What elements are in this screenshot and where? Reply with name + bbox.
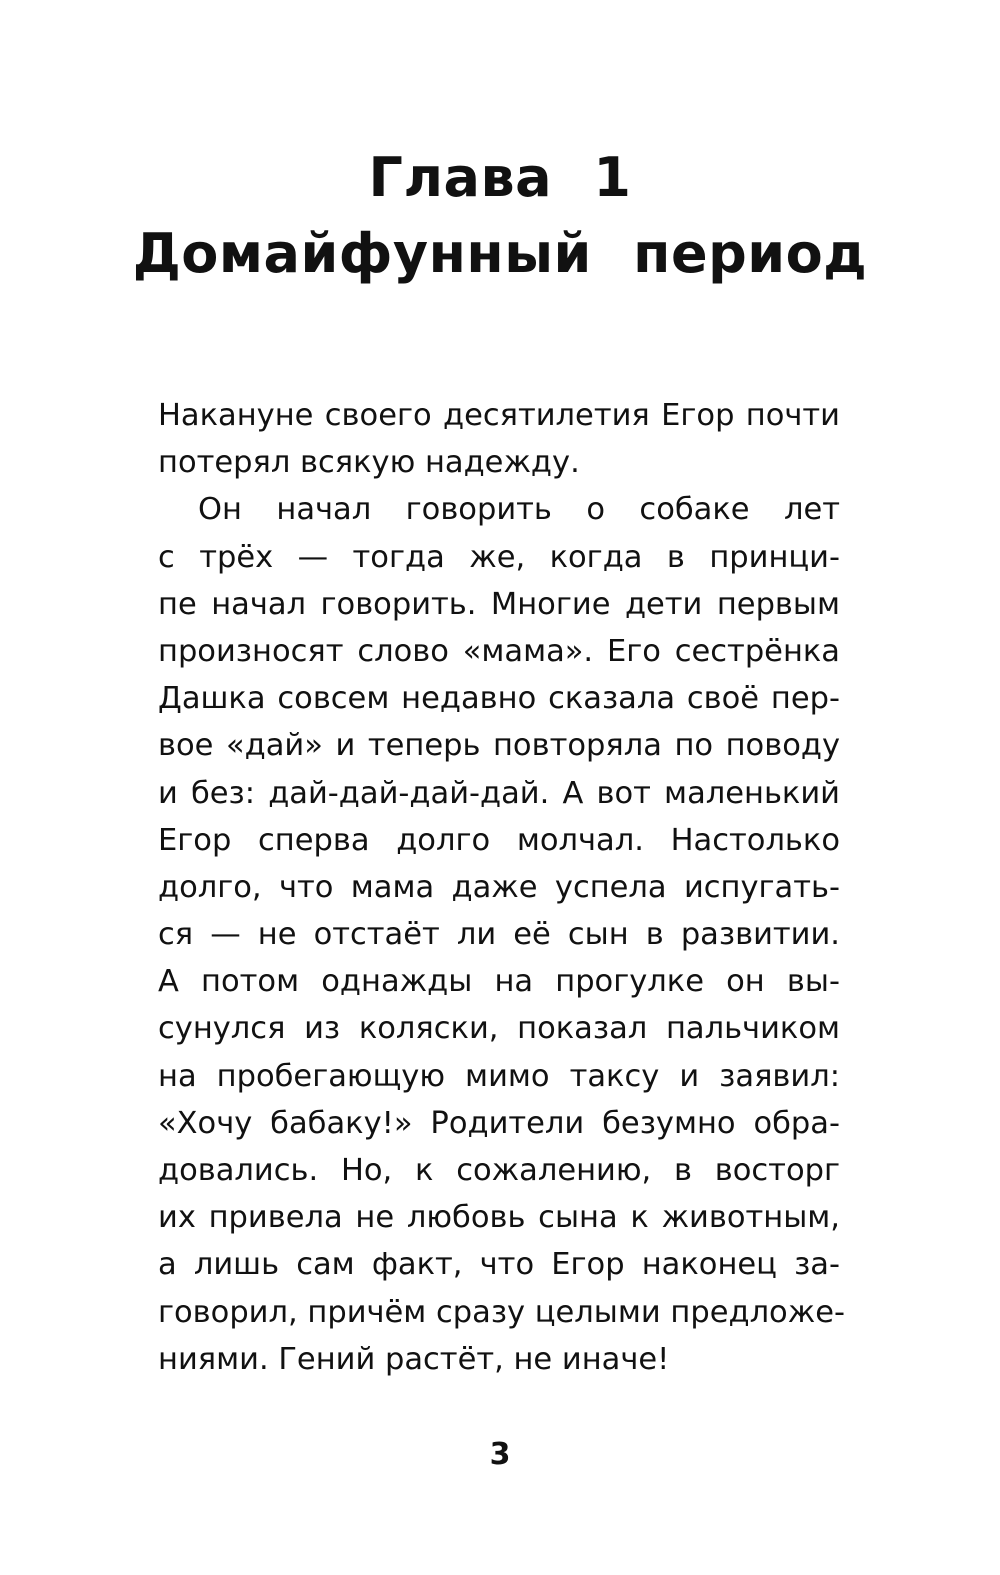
chapter-heading xyxy=(0,140,1000,292)
text-line: Дашка совсем недавно сказала своё пер- xyxy=(158,681,840,717)
text-line: их привела не любовь сына к животным, xyxy=(158,1200,840,1236)
text-line: ся — не отстаёт ли её сын в развитии. xyxy=(158,917,840,953)
text-line: Он начал говорить о собаке лет xyxy=(198,492,840,528)
text-line: говорил, причём сразу целыми предложе- xyxy=(158,1294,845,1330)
body-text xyxy=(158,392,845,1383)
text-line: на пробегающую мимо таксу и заявил: xyxy=(158,1058,840,1094)
text-line: с трёх — тогда же, когда в принци- xyxy=(158,539,840,575)
text-line: пе начал говорить. Многие дети первым xyxy=(158,586,840,622)
text-line: вое «дай» и теперь повторяла по поводу xyxy=(158,728,840,764)
text-line: Накануне своего десятилетия Егор почти xyxy=(158,398,840,433)
text-line: и без: дай-дай-дай-дай. А вот маленький xyxy=(158,775,840,811)
text-line: А потом однажды на прогулке он вы- xyxy=(158,964,840,1000)
chapter-title: Домайфунный период xyxy=(132,222,868,285)
chapter-number: Глава 1 xyxy=(368,146,632,209)
text-line: ниями. Гений растёт, не иначе! xyxy=(158,1341,670,1377)
text-line: а лишь сам факт, что Егор наконец за- xyxy=(158,1247,840,1283)
text-line: долго, что мама даже успела испугать- xyxy=(158,869,840,905)
text-line: потерял всякую надежду. xyxy=(158,445,580,481)
text-line: Егор сперва долго молчал. Настолько xyxy=(158,822,840,858)
text-line: «Хочу бабаку!» Родители безумно обра- xyxy=(158,1105,840,1141)
text-line: довались. Но, к сожалению, в восторг xyxy=(158,1153,840,1188)
text-line: произносят слово «мама». Его сестрёнка xyxy=(158,633,840,669)
text-line: сунулся из коляски, показал пальчиком xyxy=(158,1011,840,1047)
page-number: 3 xyxy=(489,1437,511,1472)
